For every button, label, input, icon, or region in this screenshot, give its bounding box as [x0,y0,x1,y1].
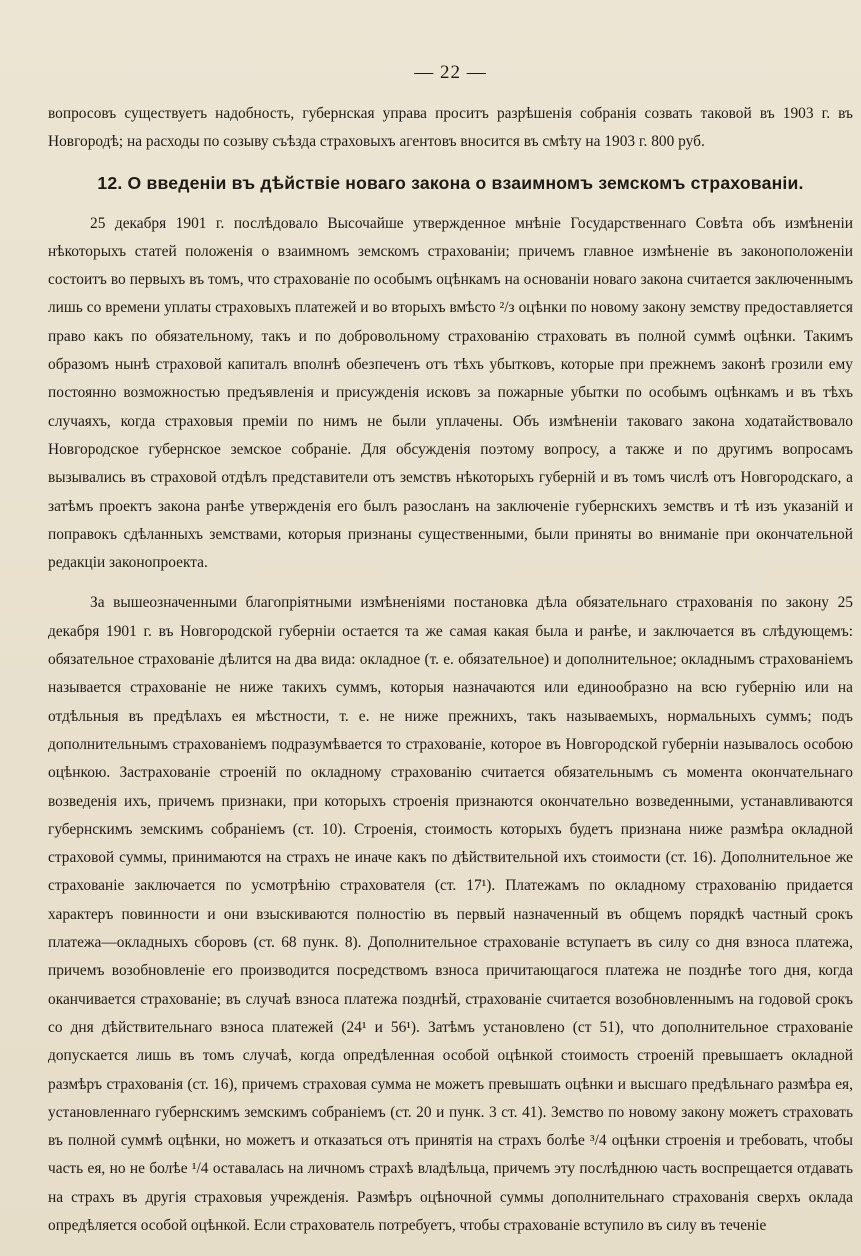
section-heading: 12. О введеніи въ дѣйствіе новаго закона о взаимномъ земскомъ страхованіи. [97,172,804,193]
section-paragraph-2: За вышеозначенными благопріятными измѣненіями постановка дѣла обязательнаго страхованія по закону 25 декабря 1901 г. въ Новгородской губерніи остается та же самая какая была и ранѣе, и заключается въ слѣдующемъ: обязательное страхованіе дѣлится на два вида: окладное (т. е. обязательное) и дополнительное; окладнымъ страхованіемъ называется страхованіе не ниже такихъ суммъ, которыя назначаются или единообразно на всю губернію или на отдѣльныя въ предѣлахъ ея мѣстности, т. е. не ниже прежнихъ, такъ называемыхъ, нормальныхъ суммъ; подъ дополнительнымъ страхованіемъ подразумѣвается то страхованіе, которое въ Новгородской губерніи называлось особою оцѣнкою. Застрахованіе строеній по окладному страхованію считается обязательнымъ съ момента окончательнаго возведенія ихъ, причемъ признаки, при которыхъ строенія признаются окончательно возведенными, устанавливаются губернскимъ земскимъ собраніемъ (ст. 10). Строенія, стоимость которыхъ будетъ признана ниже размѣра окладной страховой суммы, принимаются на страхъ не иначе какъ по дѣйствительной ихъ стоимости (ст. 16). Дополнительное же страхованіе заключается по усмотрѣнію страхователя (ст. 17¹). Платежамъ по окладному страхованію придается характеръ повинности и они взыскиваются полностію въ первый назначенный въ общемъ порядкѣ частный срокъ платежа—окладныхъ сборовъ (ст. 68 пунк. 8). Дополнительное страхованіе вступаетъ въ силу со дня взноса платежа, причемъ возобновленіе его производится посредствомъ взноса причитающагося платежа не позднѣе того дня, когда оканчивается страхованіе; въ случаѣ взноса платежа позднѣй, страхованіе считается возобновленнымъ на годовой срокъ со дня дѣйствительнаго взноса платежей (24¹ и 56¹). Затѣмъ установлено (ст 51), что дополнительное страхованіе допускается лишь въ томъ случаѣ, когда опредѣленная особой оцѣнкой стоимость строеній превышаетъ окладной размѣръ страхованія (ст. 16), причемъ страховая сумма не можетъ превышать оцѣнки и высшаго предѣльнаго размѣра ея, установленнаго губернскимъ земскимъ собраніемъ (ст. 20 и пунк. 3 ст. 41). Земство по новому закону можетъ страховать въ полной суммѣ оцѣнки, но можетъ и отказаться отъ принятія на страхъ болѣе ³/4 оцѣнки строенія и требовать, чтобы часть ея, но не болѣе ¹/4 оставалась на личномъ страхѣ владѣльца, причемъ эту послѣднюю часть воспрещается отдавать на страхъ въ другія страховыя учрежденія. Размѣръ оцѣночной суммы дополнительнаго страхованія сверхъ оклада опредѣляется особой оцѣнкой. Если страхователь потребуетъ, чтобы страхованіе вступило въ силу въ теченіе [48,594,853,1234]
section-paragraph-1: 25 декабря 1901 г. послѣдовало Высочайше утвержденное мнѣніе Государственнаго Совѣта объ измѣненіи нѣкоторыхъ статей положенія о взаимномъ земскомъ страхованіи; причемъ главное измѣненіе въ законоположеніи состоитъ во первыхъ въ томъ, что страхованіе по особымъ оцѣнкамъ на основаніи новаго закона считается заключеннымъ лишь со времени уплаты страховыхъ платежей и во вторыхъ вмѣсто ²/з оцѣнки по новому закону земству предоставляется право какъ по обязательному, такъ и по добровольному страхованію страховать въ полной суммѣ оцѣнки. Такимъ образомъ нынѣ страховой капиталъ вполнѣ обезпеченъ отъ тѣхъ убытковъ, которые при прежнемъ законѣ грозили ему постоянно возможностью предъявленія и присужденія исковъ за пожарные убытки по особымъ оцѣнкамъ и въ тѣхъ случаяхъ, когда страховыя преміи по нимъ не были уплачены. Объ измѣненіи таковаго закона ходатайствовало Новгородское губернское земское собраніе. Для обсужденія поэтому вопросу, а также и по другимъ вопросамъ вызывались въ страховой отдѣлъ представители отъ земствъ нѣкоторыхъ губерній и въ томъ числѣ отъ Новгородскаго, а затѣмъ проектъ закона ранѣе утвержденія его былъ разосланъ на заключеніе губернскихъ земствъ и тѣ изъ указаній и поправокъ сдѣланныхъ земствами, которыя признаны существенными, были приняты во вниманіе при окончательной редакціи законопроекта. [48,214,853,572]
page-number: — 22 — [414,62,487,83]
paragraph-continuation: вопросовъ существуетъ надобность, губернская управа проситъ разрѣшенія собранія созвать таковой въ 1903 г. въ Новгородѣ; на расходы по созыву съѣзда страховыхъ агентовъ вносится въ смѣту на 1903 г. 800 руб. [48,105,853,151]
